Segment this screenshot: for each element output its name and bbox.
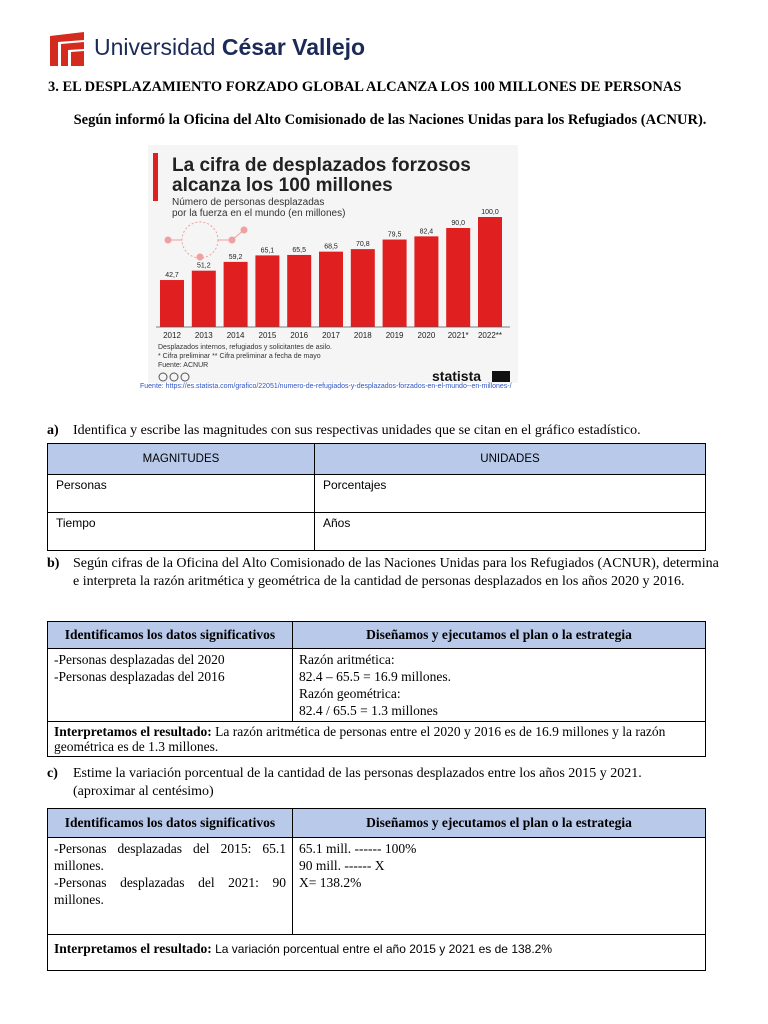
table-cell: Personas [48, 475, 315, 513]
magnitudes-table [47, 443, 706, 551]
table-row [48, 513, 706, 551]
question-b-text: Según cifras de la Oficina del Alto Comisionado de las Naciones Unidas para los Refugiados (ACNUR), determina e interpreta la razón aritmética y geométrica de la cantidad de personas desplazados en los años 2020 y 2016. [73, 556, 719, 589]
table-row [48, 475, 706, 513]
category-tick-label: 2015 [258, 331, 277, 340]
category-tick-label: 2016 [290, 331, 309, 340]
category-tick-label: 2018 [353, 331, 372, 340]
question-c-label: c) [47, 766, 58, 781]
infographic-chart [148, 145, 518, 383]
bar-value-label: 42,7 [165, 272, 179, 280]
bar-value-label: 59,2 [228, 253, 243, 261]
bar-2018 [351, 249, 375, 327]
table-cell: Años [315, 513, 706, 551]
category-tick-label: 2021* [447, 331, 469, 340]
data-cell: -Personas desplazadas del 2020 -Personas desplazadas del 2016 [48, 649, 293, 722]
university-name: Universidad César Vallejo [94, 34, 366, 60]
statista-logo: statista [432, 368, 482, 383]
cc-license-icons [159, 373, 189, 381]
question-b-label: b) [47, 556, 60, 571]
bar-2013 [192, 271, 216, 327]
table-row [48, 722, 706, 757]
chart-title-line1: La cifra de desplazados forzosos [172, 155, 471, 176]
bar-2016 [287, 255, 311, 327]
category-tick-label: 2013 [194, 331, 213, 340]
chart-note-1: Desplazados internos, refugiados y solicitantes de asilo. [158, 344, 332, 351]
plan-cell: Razón aritmética: 82.4 – 65.5 = 16.9 millones. Razón geométrica: 82.4 / 65.5 = 1.3 millones [293, 649, 706, 722]
question-a-text: Identifica y escribe las magnitudes con sus respectivas unidades que se citan en el gráfico estadístico. [73, 423, 641, 438]
section-subtitle: Según informó la Oficina del Alto Comisionado de las Naciones Unidas para los Refugiados (ACNUR). [73, 112, 707, 128]
bar-value-label: 65,5 [292, 246, 307, 254]
chart-source-url[interactable]: Fuente: https://es.statista.com/grafico/22051/numero-de-refugiados-y-desplazados-forzados-en-el-mundo--en-millones-/ [140, 383, 512, 390]
bar-value-label: 79,5 [387, 231, 402, 239]
table-row [48, 935, 706, 971]
interpretation-cell: Interpretamos el resultado: La razón aritmética de personas entre el 2020 y 2016 es de 16.9 millones y la razón geométrica es de 1.3 millones. [48, 722, 706, 757]
bar-value-label: 65,1 [260, 247, 275, 255]
category-tick-label: 2012 [163, 331, 181, 340]
category-tick-label: 2020 [417, 331, 436, 340]
bar-chart [148, 145, 518, 383]
plan-cell: 65.1 mill. ------ 100% 90 mill. ------ X X= 138.2% [293, 838, 706, 935]
variation-table [47, 808, 706, 971]
table-row [48, 649, 706, 722]
university-logo [48, 32, 388, 66]
table-header: Identificamos los datos significativos [48, 809, 293, 838]
bar-2022** [478, 217, 502, 327]
ratio-table [47, 621, 706, 757]
category-tick-label: 2017 [322, 331, 340, 340]
chart-subtitle-line2: por la fuerza en el mundo (en millones) [172, 208, 346, 219]
table-row [48, 838, 706, 935]
table-header: Diseñamos y ejecutamos el plan o la estrategia [293, 809, 706, 838]
bar-value-label: 82,4 [419, 228, 434, 236]
bar-2017 [319, 252, 343, 327]
chart-note-2: * Cifra preliminar ** Cifra preliminar a fecha de mayo [158, 353, 321, 360]
bar-2020 [414, 236, 438, 327]
table-header: Identificamos los datos significativos [48, 622, 293, 649]
bar-value-label: 70,8 [355, 241, 370, 249]
chart-title-line2: alcanza los 100 millones [172, 175, 393, 196]
bar-value-label: 51,2 [196, 262, 211, 270]
bar-2019 [383, 240, 407, 327]
interpretation-cell: Interpretamos el resultado: La variación porcentual entre el año 2015 y 2021 es de 138.2% [48, 935, 706, 971]
category-tick-label: 2014 [226, 331, 245, 340]
bar-value-label: 100,0 [481, 209, 499, 216]
table-cell: Tiempo [48, 513, 315, 551]
bar-2012 [160, 280, 184, 327]
table-cell: Porcentajes [315, 475, 706, 513]
category-tick-label: 2019 [385, 331, 404, 340]
bar-value-label: 90,0 [451, 220, 466, 227]
chart-note-3: Fuente: ACNUR [158, 362, 209, 369]
question-a-label: a) [47, 423, 59, 438]
bar-value-label: 68,5 [324, 243, 338, 251]
statista-logo-mark [492, 371, 510, 382]
category-tick-label: 2022** [477, 331, 503, 340]
data-cell: -Personas desplazadas del 2015: 65.1 millones. -Personas desplazadas del 2021: 90 millones. [48, 838, 293, 935]
table-header: MAGNITUDES [48, 444, 315, 475]
bar-2021* [446, 228, 470, 327]
table-header: Diseñamos y ejecutamos el plan o la estrategia [293, 622, 706, 649]
question-c-text: Estime la variación porcentual de la cantidad de las personas desplazados entre los años 2015 y 2021. (aproximar al centésimo) [73, 766, 642, 799]
ucv-shield-icon [48, 32, 86, 66]
section-title: 3. EL DESPLAZAMIENTO FORZADO GLOBAL ALCANZA LOS 100 MILLONES DE PERSONAS [48, 79, 682, 95]
bar-2014 [224, 262, 248, 327]
chart-subtitle-line1: Número de personas desplazadas [172, 197, 325, 208]
table-header: UNIDADES [315, 444, 706, 475]
bar-2015 [255, 255, 279, 327]
